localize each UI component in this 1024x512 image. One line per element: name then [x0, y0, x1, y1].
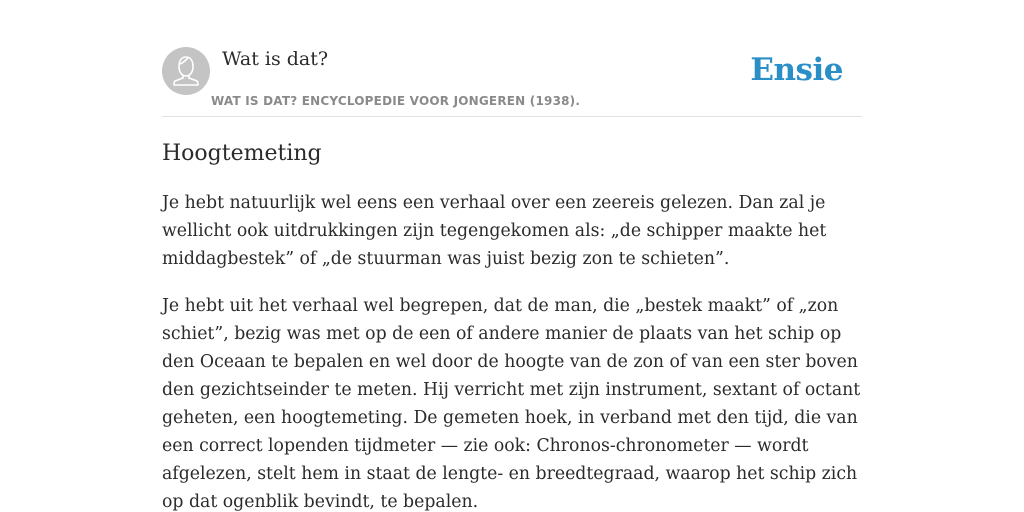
source-subtitle[interactable]: WAT IS DAT? ENCYCLOPEDIE VOOR JONGEREN (1938).: [211, 94, 581, 108]
ensie-logo[interactable]: Ensie: [750, 52, 843, 88]
article: [162, 138, 862, 512]
user-icon: [162, 47, 210, 95]
article-paragraph: Je hebt natuurlijk wel eens een verhaal over een zeereis gelezen. Dan zal je wellicht ook uitdrukkingen zijn tegengekomen als: „de schipper maakte het middagbestek” of „de stuurman was juist bezig zon te schieten”.: [162, 193, 827, 269]
source-header: [162, 46, 862, 117]
article-title: Hoogtemeting: [162, 141, 322, 166]
source-avatar[interactable]: [162, 47, 210, 95]
article-paragraph: Je hebt uit het verhaal wel begrepen, dat de man, die „bestek maakt” of „zon schiet”, bezig was met op de een of andere manier de plaats van het schip op den Oceaan te bepalen en wel door de hoogte van de zon of van een ster boven den gezichtseinder te meten. Hij verricht met zijn instrument, sextant of octant geheten, een hoogtemeting. De gemeten hoek, in verband met den tijd, die van een correct lopenden tijdmeter — zie ook: Chronos-chronometer — wordt afgelezen, stelt hem in staat de lengte- en breedtegraad, waarop het schip zich op dat ogenblik bevindt, te bepalen.: [162, 296, 861, 512]
source-title[interactable]: Wat is dat?: [222, 48, 329, 70]
